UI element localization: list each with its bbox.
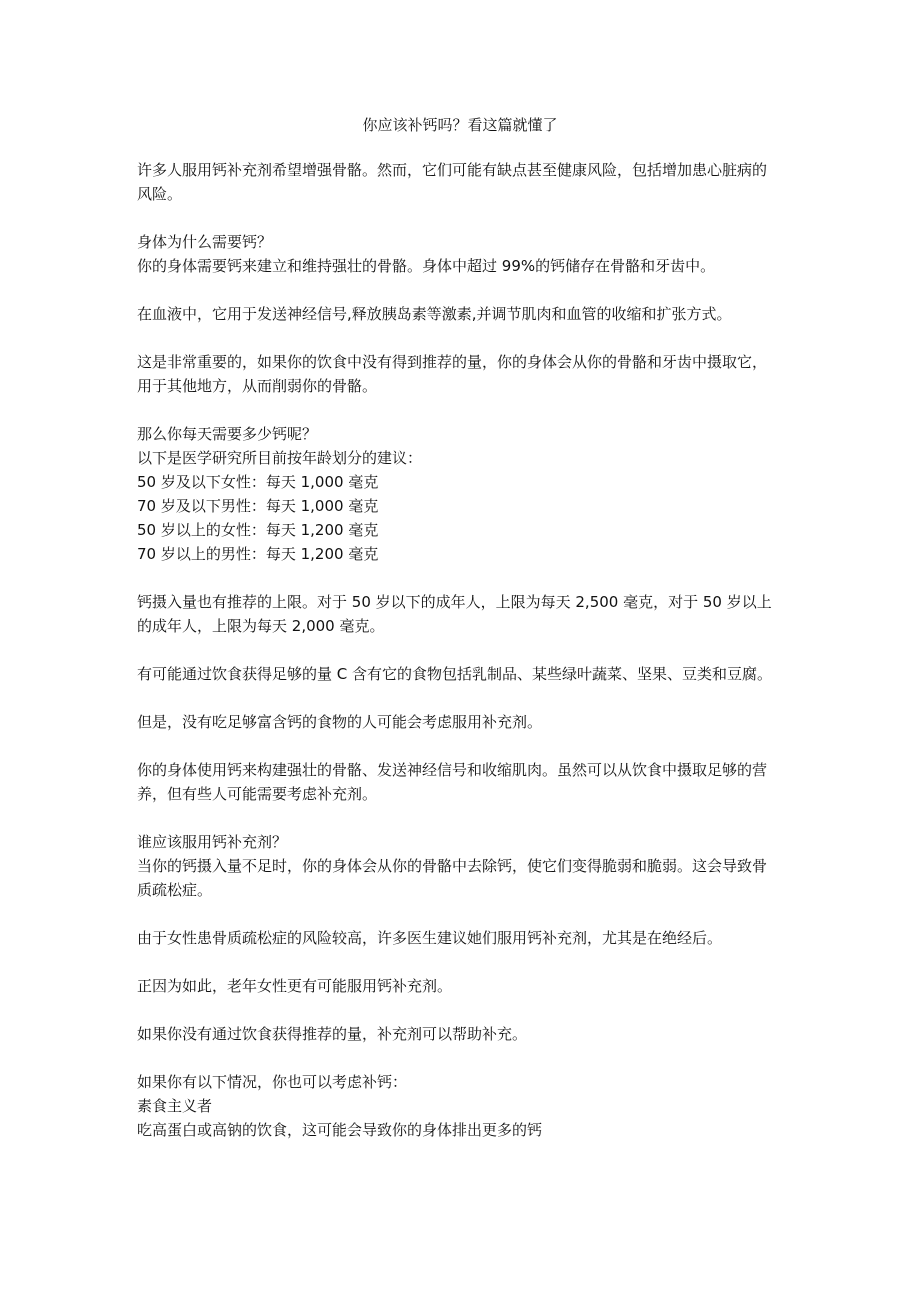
paragraph-supplements-help: 如果你没有通过饮食获得推荐的量，补充剂可以帮助补充。 bbox=[137, 1025, 528, 1043]
paragraph-food-sources: 有可能通过饮食获得足够的量 C 含有它的食物包括乳制品、某些绿叶蔬菜、坚果、豆类和豆腐。 bbox=[137, 665, 773, 683]
paragraph-summary: 你的身体使用钙来构建强壮的骨骼、发送神经信号和收缩肌肉。虽然可以从饮食中摄取足够的营养，但有些人可能需要考虑补充剂。 bbox=[137, 761, 768, 803]
list-item: 70 岁及以下男性：每天 1,000 毫克 bbox=[137, 497, 379, 515]
section-heading: 谁应该服用钙补充剂？ bbox=[137, 833, 288, 851]
section-heading: 那么你每天需要多少钙呢？ bbox=[137, 425, 318, 443]
list-item: 素食主义者 bbox=[137, 1097, 213, 1115]
list-item: 50 岁及以下女性：每天 1,000 毫克 bbox=[137, 473, 379, 491]
paragraph-line: 你的身体需要钙来建立和维持强壮的骨骼。身体中超过 99%的钙储存在骨骼和牙齿中。 bbox=[137, 257, 716, 275]
paragraph-who-should bbox=[137, 830, 777, 902]
paragraph-importance: 这是非常重要的，如果你的饮食中没有得到推荐的量，你的身体会从你的骨骼和牙齿中摄取它，用于其他地方，从而削弱你的骨骼。 bbox=[137, 353, 768, 395]
paragraph-consider-supplements: 但是，没有吃足够富含钙的食物的人可能会考虑服用补充剂。 bbox=[137, 713, 543, 731]
paragraph-daily-needs bbox=[137, 422, 777, 566]
paragraph-line: 以下是医学研究所目前按年龄划分的建议： bbox=[137, 449, 423, 467]
paragraph-intro: 许多人服用钙补充剂希望增强骨骼。然而，它们可能有缺点甚至健康风险，包括增加患心脏病的风险。 bbox=[137, 161, 768, 203]
document-title: 你应该补钙吗？看这篇就懂了 bbox=[362, 116, 558, 134]
paragraph-women-risk: 由于女性患骨质疏松症的风险较高，许多医生建议她们服用钙补充剂，尤其是在绝经后。 bbox=[137, 929, 723, 947]
paragraph-older-women: 正因为如此，老年女性更有可能服用钙补充剂。 bbox=[137, 977, 453, 995]
paragraph-line: 当你的钙摄入量不足时，你的身体会从你的骨骼中去除钙，使它们变得脆弱和脆弱。这会导致骨质疏松症。 bbox=[137, 857, 768, 899]
paragraph-conditions bbox=[137, 1070, 777, 1142]
section-heading: 身体为什么需要钙？ bbox=[137, 233, 273, 251]
paragraph-why-calcium bbox=[137, 230, 777, 278]
list-item: 吃高蛋白或高钠的饮食，这可能会导致你的身体排出更多的钙 bbox=[137, 1121, 543, 1139]
paragraph-blood: 在血液中，它用于发送神经信号,释放胰岛素等激素,并调节肌肉和血管的收缩和扩张方式。 bbox=[137, 305, 732, 323]
document-body bbox=[137, 158, 777, 1166]
list-item: 70 岁以上的男性：每天 1,200 毫克 bbox=[137, 545, 379, 563]
paragraph-upper-limit: 钙摄入量也有推荐的上限。对于 50 岁以下的成年人，上限为每天 2,500 毫克，对于 50 岁以上的成年人，上限为每天 2,000 毫克。 bbox=[137, 593, 772, 635]
section-heading: 如果你有以下情况，你也可以考虑补钙： bbox=[137, 1073, 408, 1091]
list-item: 50 岁以上的女性：每天 1,200 毫克 bbox=[137, 521, 379, 539]
